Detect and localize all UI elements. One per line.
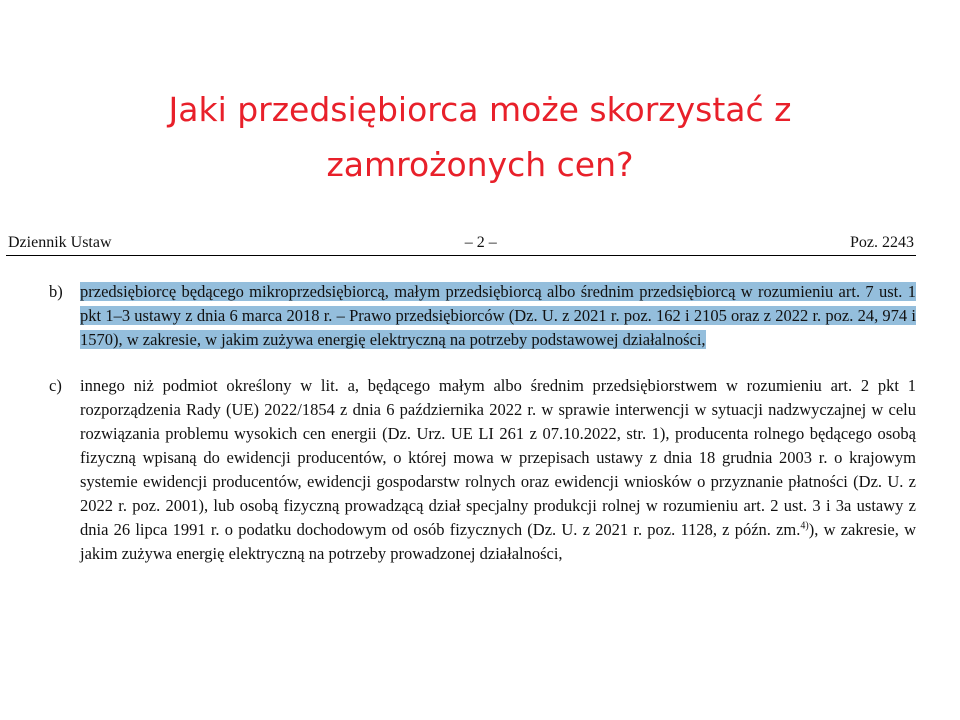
- list-item-c: [49, 374, 917, 566]
- list-item-b: [49, 280, 916, 352]
- slide-title-line-2: zamrożonych cen?: [326, 145, 634, 184]
- slide-title: [0, 82, 960, 192]
- legal-document-excerpt: [6, 226, 916, 566]
- item-label-b: b): [49, 282, 63, 301]
- highlighted-text: przedsiębiorcę będącego mikroprzedsiębiorcą, małym przedsiębiorcą albo średnim przedsiębiorcą w rozumieniu art. 7 ust. 1 pkt 1–3 ustawy z dnia 6 marca 2018 r. – Prawo przedsiębiorców (Dz. U. z 2021 r. poz. 162 i 2105 oraz z 2022 r. poz. 24, 974 i 1570), w zakresie, w jakim zużywa energię elektryczną na potrzeby podstawowej działalności,: [80, 282, 916, 349]
- journal-name: Dziennik Ustaw: [8, 234, 112, 251]
- slide-title-line-1: Jaki przedsiębiorca może skorzystać z: [168, 90, 792, 129]
- page-number: – 2 –: [464, 234, 497, 251]
- item-text-b: [80, 280, 916, 352]
- document-header: [6, 226, 916, 256]
- footnote-marker: 4): [800, 520, 809, 532]
- item-text-c-main: innego niż podmiot określony w lit. a, będącego małym albo średnim przedsiębiorstwem w rozumieniu art. 2 pkt 1 rozporządzenia Rady (UE) 2022/1854 z dnia 6 października 2022 r. w sprawie interwencji w sytuacji nadzwyczajnej w celu rozwiązania problemu wysokich cen energii (Dz. Urz. UE LI 261 z 07.10.2022, str. 1), producenta rolnego będącego osobą fizyczną wpisaną do ewidencji producentów, o której mowa w przepisach ustawy z dnia 18 grudnia 2003 r. o krajowym systemie ewidencji producentów, ewidencji gospodarstw rolnych oraz ewidencji wniosków o przyznanie płatności (Dz. U. z 2022 r. poz. 2001), lub osobą fizyczną prowadzącą dział specjalny produkcji rolnej w rozumieniu art. 2 ust. 3 i 3a ustawy z dnia 26 lipca 1991 r. o podatku dochodowym od osób fizycznych (Dz. U. z 2021 r. poz. 1128, z późn. zm.: [80, 376, 916, 539]
- item-label-c: c): [49, 376, 62, 395]
- item-text-c: [80, 374, 916, 566]
- item-text-c-tail: ), w zakresie, w jakim zużywa energię elektryczną na potrzeby prowadzonej działalności,: [80, 520, 917, 563]
- position-number: Poz. 2243: [850, 234, 914, 251]
